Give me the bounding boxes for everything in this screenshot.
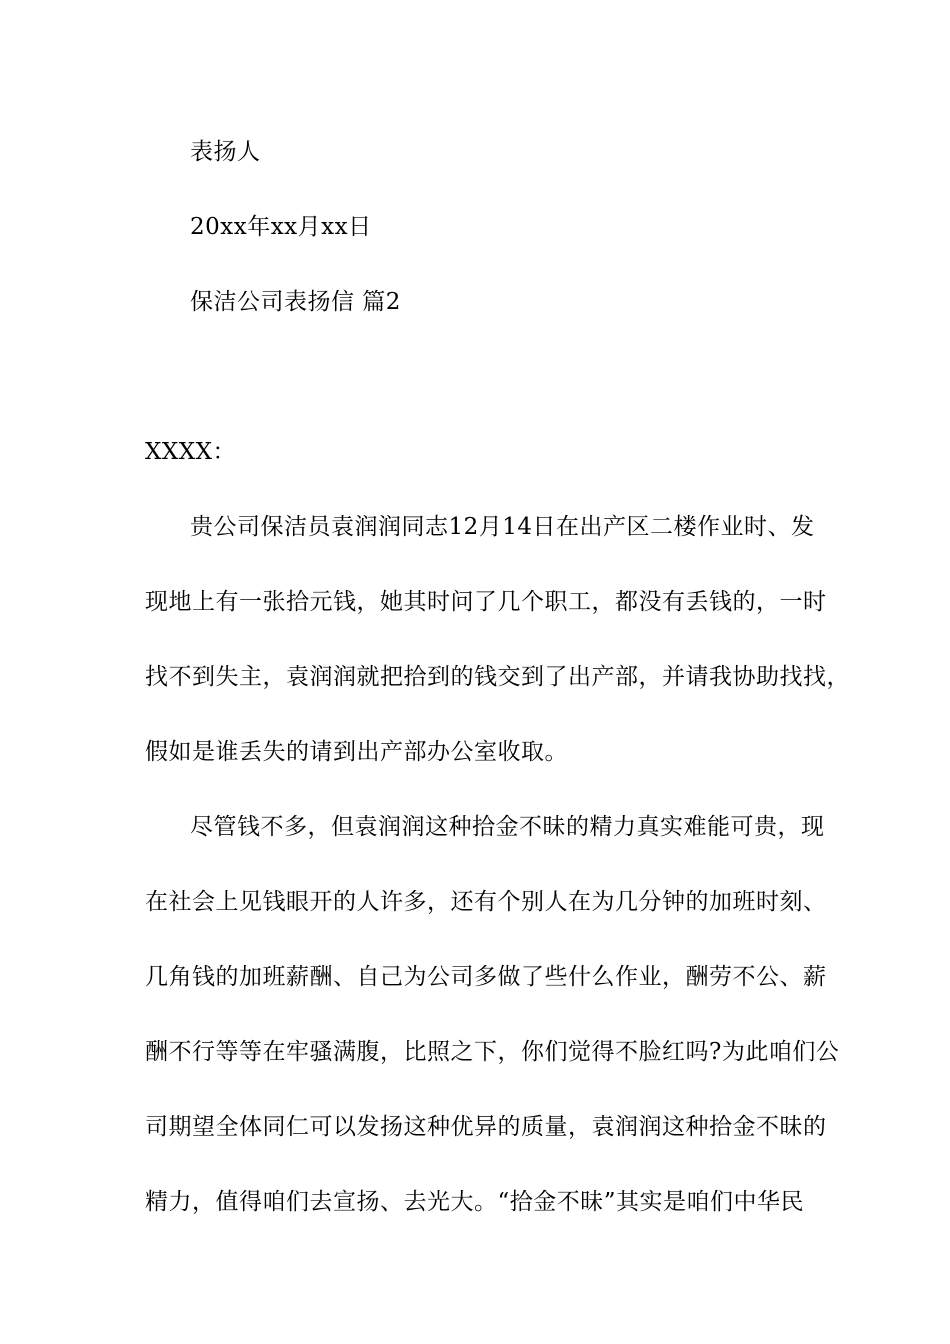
- paragraph-2-line: 尽管钱不多，但袁润润这种拾金不昧的精力真实难能可贵，现: [190, 814, 825, 840]
- paragraph-1-line: 假如是谁丢失的请到出产部办公室收取。: [145, 739, 568, 765]
- paragraph-2-line: 司期望全体同仁可以发扬这种优异的质量，袁润润这种拾金不昧的: [145, 1114, 827, 1140]
- paragraph-1-line: 找不到失主，袁润润就把拾到的钱交到了出产部，并请我协助找找，: [145, 664, 850, 690]
- paragraph-2-line: 酬不行等等在牢骚满腹，比照之下，你们觉得不脸红吗?为此咱们公: [145, 1039, 840, 1065]
- paragraph-1-line: 贵公司保洁员袁润润同志12月14日在出产区二楼作业时、发: [190, 514, 815, 540]
- salutation: XXXX：: [145, 439, 236, 465]
- date-line: 20xx年xx月xx日: [190, 214, 372, 240]
- paragraph-2-line: 精力，值得咱们去宣扬、去光大。“拾金不昧”其实是咱们中华民: [145, 1189, 805, 1215]
- paragraph-1-line: 现地上有一张拾元钱，她其时问了几个职工，都没有丢钱的，一时: [145, 589, 827, 615]
- section-title: 保洁公司表扬信 篇2: [190, 289, 401, 315]
- signature-line: 表扬人: [190, 139, 261, 165]
- paragraph-2-line: 几角钱的加班薪酬、自己为公司多做了些什么作业，酬劳不公、薪: [145, 964, 827, 990]
- paragraph-2-line: 在社会上见钱眼开的人许多，还有个别人在为几分钟的加班时刻、: [145, 889, 827, 915]
